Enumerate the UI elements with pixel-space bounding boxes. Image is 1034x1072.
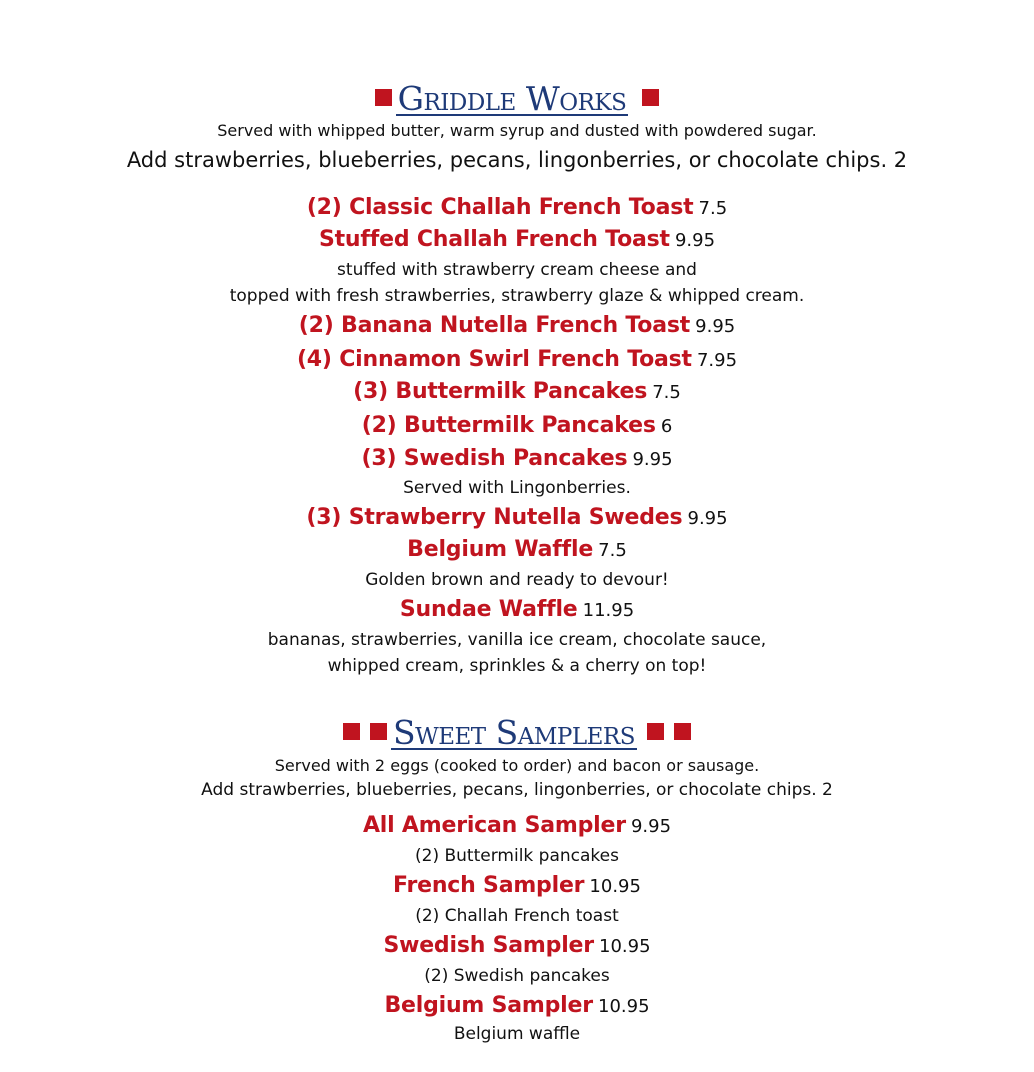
menu-item bbox=[0, 873, 1034, 898]
item-price: 10.95 bbox=[589, 876, 641, 897]
item-price: 6 bbox=[660, 416, 673, 437]
item-name: (3) Buttermilk Pancakes bbox=[353, 379, 648, 404]
menu-item bbox=[0, 993, 1034, 1018]
item-name: (2) Classic Challah French Toast bbox=[306, 195, 694, 220]
item-name: (2) Banana Nutella French Toast bbox=[298, 313, 691, 338]
red-square-icon bbox=[674, 723, 691, 740]
samplers-subtitle-2: Add strawberries, blueberries, pecans, lingonberries, or chocolate chips. 2 bbox=[201, 780, 833, 800]
menu-item bbox=[0, 347, 1034, 372]
griddle-subtitle-1: Served with whipped butter, warm syrup and dusted with powdered sugar. bbox=[217, 121, 817, 140]
item-price: 9.95 bbox=[695, 316, 736, 337]
item-price: 7.5 bbox=[652, 382, 681, 403]
item-price: 7.95 bbox=[696, 350, 738, 371]
menu-item bbox=[0, 227, 1034, 252]
sweet-samplers-heading bbox=[0, 713, 1034, 752]
menu-item bbox=[0, 446, 1034, 471]
item-description: Golden brown and ready to devour! bbox=[365, 570, 669, 590]
item-description: (2) Swedish pancakes bbox=[424, 966, 610, 986]
item-description: stuffed with strawberry cream cheese and bbox=[337, 260, 697, 280]
red-square-icon bbox=[375, 89, 392, 106]
red-square-icon bbox=[647, 723, 664, 740]
item-name: Sundae Waffle bbox=[399, 597, 578, 622]
item-price: 9.95 bbox=[687, 508, 728, 529]
item-name: (3) Swedish Pancakes bbox=[361, 446, 628, 471]
red-square-icon bbox=[343, 723, 360, 740]
item-name: French Sampler bbox=[393, 873, 585, 898]
item-description: Belgium waffle bbox=[453, 1024, 581, 1044]
item-name: Stuffed Challah French Toast bbox=[318, 227, 670, 252]
menu-item bbox=[0, 413, 1034, 438]
item-price: 11.95 bbox=[582, 600, 635, 621]
item-description: whipped cream, sprinkles & a cherry on top! bbox=[327, 656, 707, 676]
menu-item bbox=[0, 933, 1034, 958]
item-price: 10.95 bbox=[599, 936, 651, 957]
item-description: bananas, strawberries, vanilla ice cream, chocolate sauce, bbox=[267, 630, 767, 650]
menu-item bbox=[0, 505, 1034, 530]
griddle-works-heading bbox=[0, 79, 1034, 118]
item-name: (4) Cinnamon Swirl French Toast bbox=[296, 347, 692, 372]
item-price: 9.95 bbox=[632, 449, 673, 470]
samplers-subtitle-1: Served with 2 eggs (cooked to order) and bacon or sausage. bbox=[274, 756, 760, 775]
menu-item bbox=[0, 813, 1034, 838]
menu-item bbox=[0, 379, 1034, 404]
item-price: 9.95 bbox=[674, 230, 716, 251]
item-description: (2) Challah French toast bbox=[415, 906, 619, 926]
red-square-icon bbox=[370, 723, 387, 740]
griddle-subtitle-2: Add strawberries, blueberries, pecans, lingonberries, or chocolate chips. 2 bbox=[126, 148, 908, 172]
item-description: Served with Lingonberries. bbox=[403, 478, 631, 498]
item-description: (2) Buttermilk pancakes bbox=[415, 846, 619, 866]
item-price: 7.5 bbox=[698, 198, 728, 219]
item-name: Swedish Sampler bbox=[383, 933, 594, 958]
menu-item bbox=[0, 195, 1034, 220]
item-price: 9.95 bbox=[630, 816, 672, 837]
item-price: 10.95 bbox=[598, 996, 650, 1017]
item-name: Belgium Waffle bbox=[407, 537, 594, 562]
red-square-icon bbox=[642, 89, 659, 106]
item-price: 7.5 bbox=[598, 540, 627, 561]
menu-item bbox=[0, 313, 1034, 338]
item-name: All American Sampler bbox=[362, 813, 626, 838]
menu-item bbox=[0, 597, 1034, 622]
item-name: (2) Buttermilk Pancakes bbox=[361, 413, 656, 438]
sweet-samplers-title: Sweet Samplers bbox=[392, 713, 636, 752]
item-description: topped with fresh strawberries, strawberry glaze & whipped cream. bbox=[229, 286, 805, 306]
item-name: (3) Strawberry Nutella Swedes bbox=[306, 505, 683, 530]
griddle-works-title: Griddle Works bbox=[397, 79, 627, 118]
item-name: Belgium Sampler bbox=[384, 993, 593, 1018]
menu-item bbox=[0, 537, 1034, 562]
